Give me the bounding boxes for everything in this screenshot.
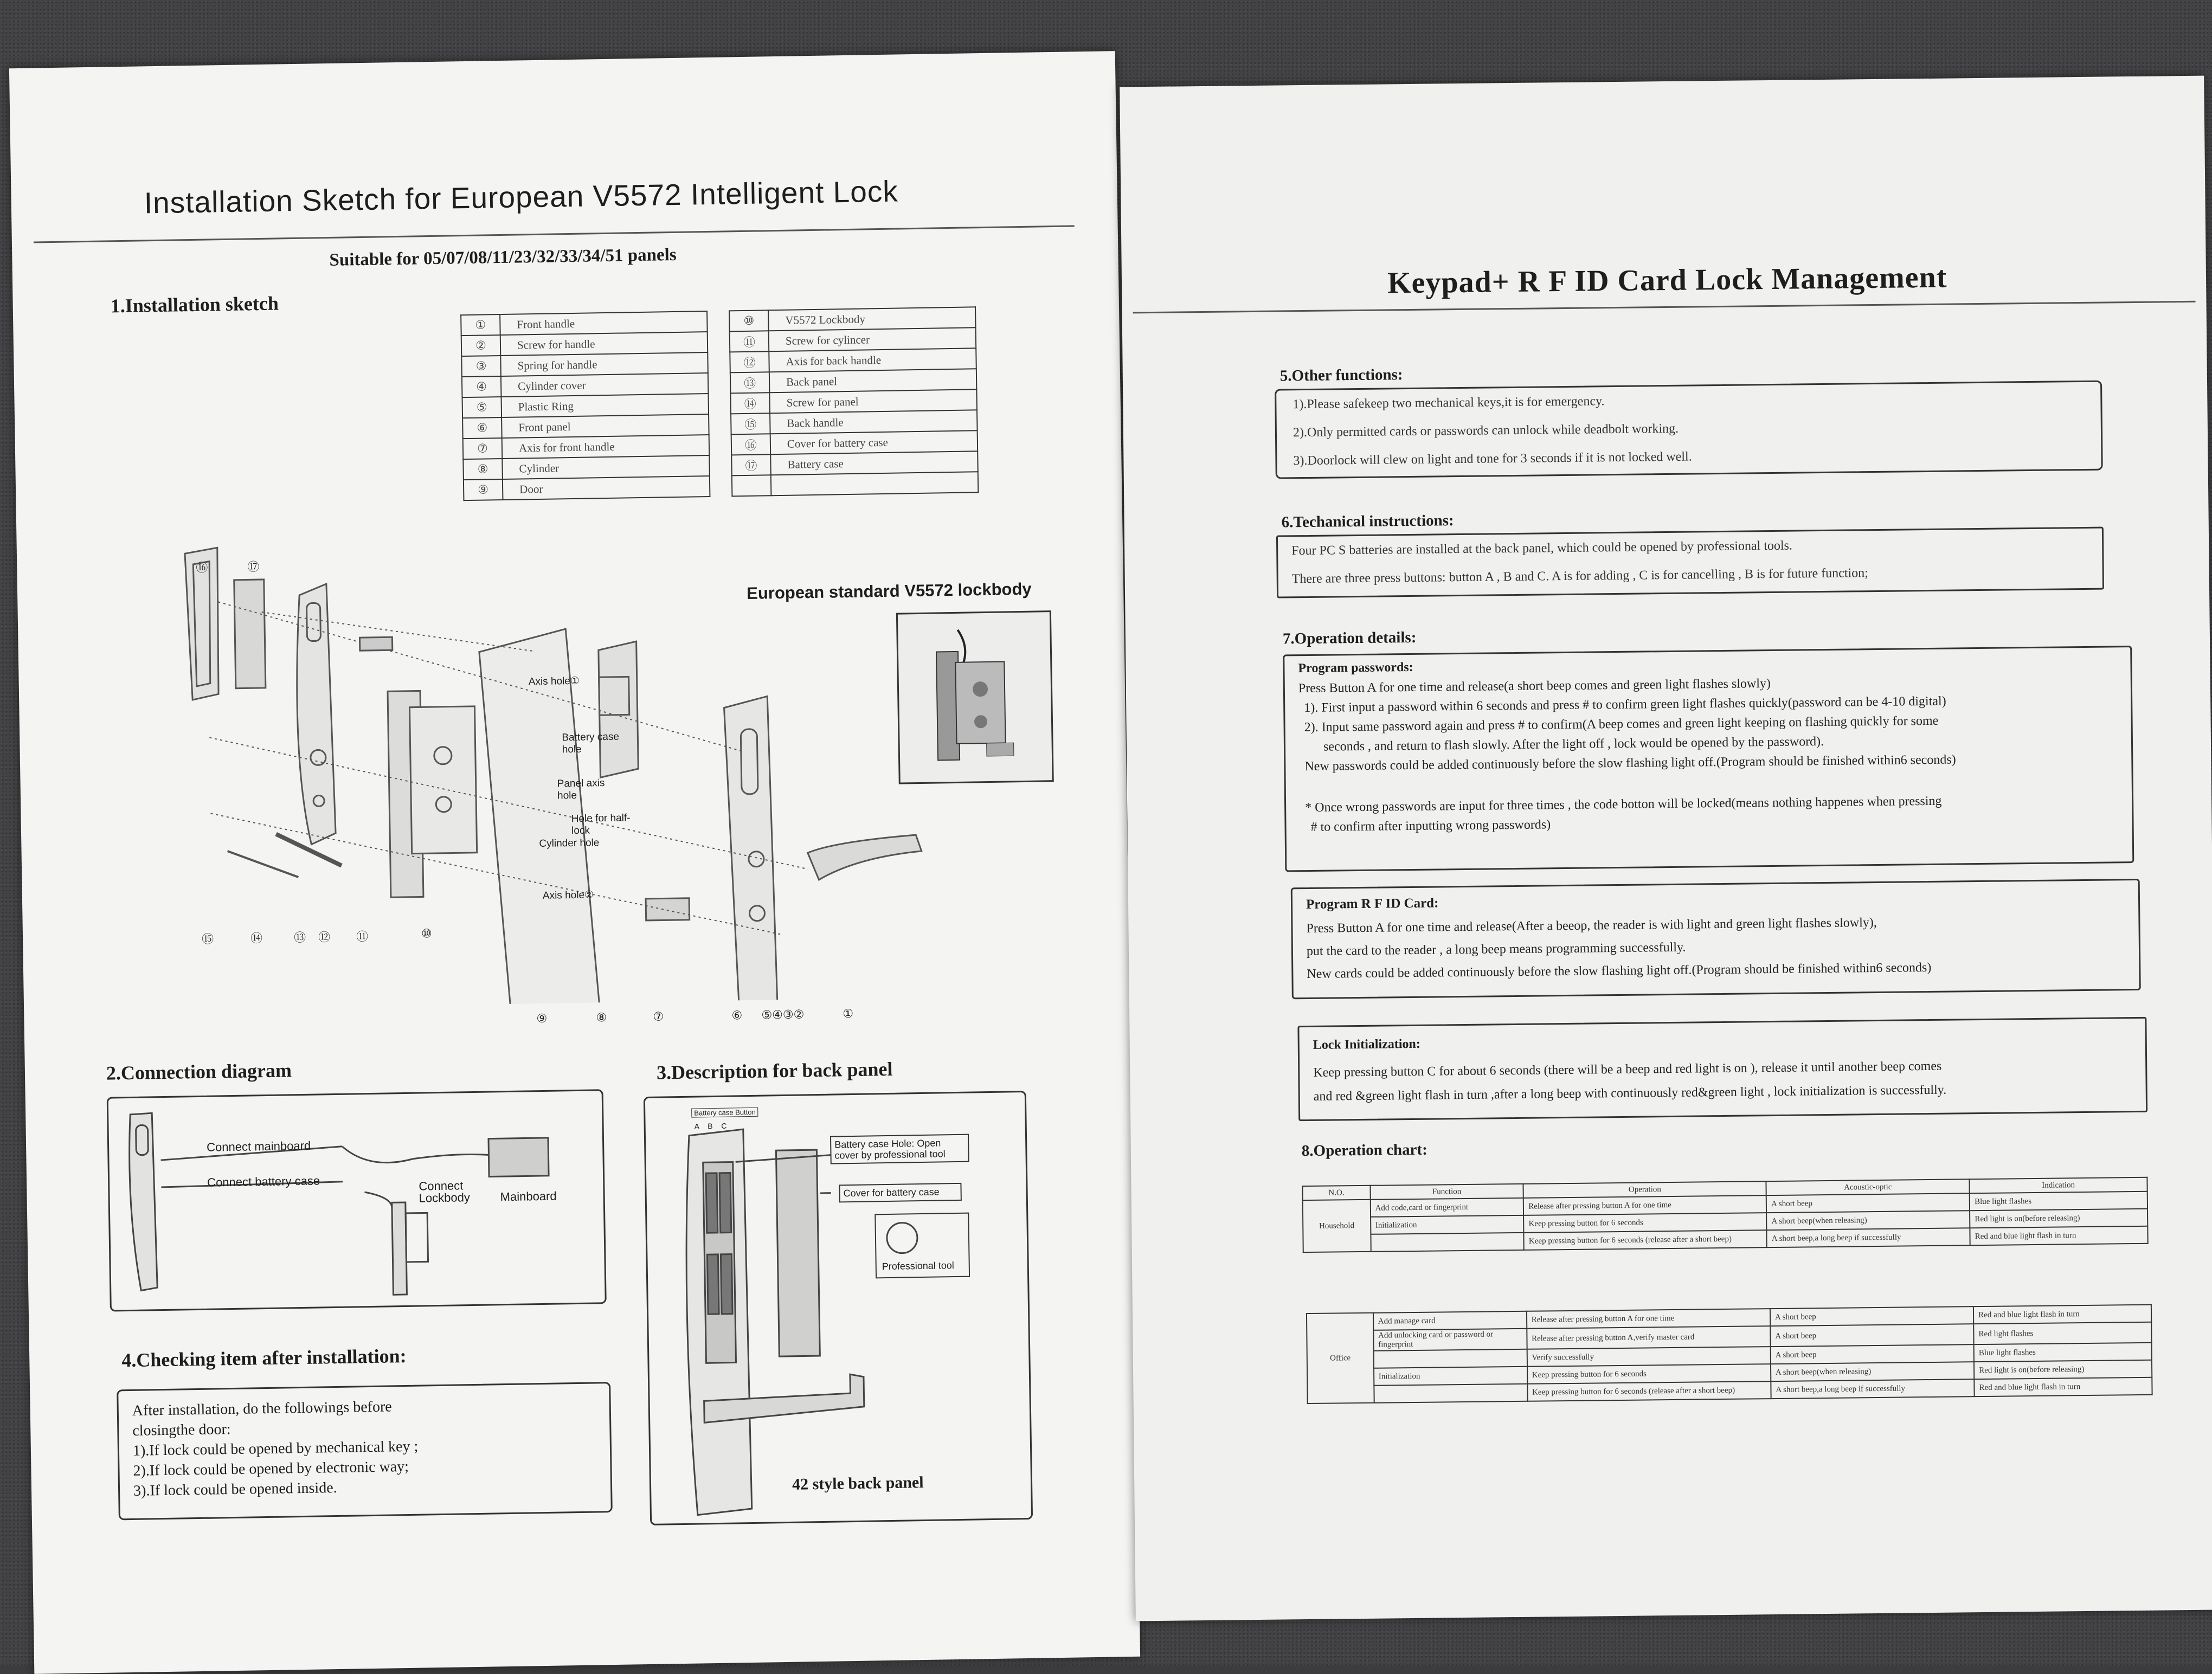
chart-cell: Red light is on(before releasing) [1974, 1360, 2152, 1379]
chart-cell: A short beep [1770, 1306, 1974, 1326]
part-label: Plastic Ring [501, 394, 709, 417]
program-passwords-title: Program passwords: [1298, 660, 1413, 676]
section-connection-diagram: 2.Connection diagram [106, 1059, 292, 1084]
checking-list [132, 1396, 419, 1501]
label-half-lock-hole: Hole for half-lock [571, 812, 632, 837]
technical-list [1291, 531, 1868, 593]
chart-header-cell: Acoustic-optic [1766, 1179, 1970, 1195]
part-label: Battery case [770, 451, 978, 475]
part-label: Axis for front handle [502, 435, 710, 459]
init-line: Keep pressing button C for about 6 seconds (there will be a beep and red light is on ), release it until another beep comes [1313, 1054, 1946, 1085]
chart-cell: Keep pressing button for 6 seconds [1527, 1364, 1771, 1384]
part-number: ⑮ [731, 413, 770, 434]
program-card-title: Program R F ID Card: [1306, 896, 1439, 912]
chart-cell: A short beep [1766, 1193, 1970, 1213]
part-label: Cylinder cover [501, 373, 709, 397]
chart-cell: A short beep(when releasing) [1766, 1211, 1970, 1230]
chart-cell [1374, 1384, 1527, 1403]
chart-group-label: Office [1307, 1313, 1374, 1403]
other-functions-list [1293, 387, 1692, 475]
label-axis-hole-1: Axis hole① [529, 675, 580, 688]
pw-line: 2). Input same password again and press # to confirm(A beep comes and green light keeping on flashing quickly for some [1298, 711, 1956, 737]
label-connect-mainboard: Connect mainboard [207, 1139, 311, 1155]
initialization-title: Lock Initialization: [1313, 1037, 1420, 1053]
callout-7: ⑦ [653, 1009, 664, 1023]
chart-cell: Keep pressing button for 6 seconds (release after a short beep) [1524, 1230, 1767, 1250]
label-cover-battery: Cover for battery case [839, 1183, 961, 1203]
callout-14: ⑭ [250, 929, 262, 946]
part-label: Screw for cylincer [769, 327, 976, 351]
chart-cell: Keep pressing button for 6 seconds (release after a short beep) [1527, 1381, 1771, 1401]
part-label: Screw for handle [500, 332, 708, 356]
callout-1: ① [843, 1007, 853, 1021]
chart-cell: Release after pressing button A for one time [1523, 1195, 1766, 1215]
chart-cell: A short beep,a long beep if successfully [1767, 1228, 1970, 1247]
chart-cell: Red light is on(before releasing) [1970, 1209, 2147, 1228]
part-row [464, 476, 710, 500]
part-number: ⑪ [730, 331, 769, 352]
chart-cell [1371, 1233, 1524, 1252]
label-professional-tool: Professional tool [882, 1260, 954, 1272]
part-number: ⑧ [463, 459, 503, 480]
part-number: ⑭ [730, 392, 770, 414]
sheet-title: Installation Sketch for European V5572 Intelligent Lock [144, 173, 898, 220]
tech-line: There are three press buttons: button A , B and C. A is for adding , C is for cancelling , B is for future function; [1291, 559, 1868, 593]
check-line: After installation, do the followings before [132, 1396, 417, 1421]
label-battery-button: Battery case Button [691, 1108, 758, 1118]
callout-10: ⑩ [421, 926, 432, 941]
chart-cell: A short beep [1770, 1324, 1974, 1347]
program-passwords-box [1283, 646, 2134, 872]
lockbody-photo [896, 610, 1054, 784]
chart-header-cell: Function [1370, 1184, 1523, 1200]
chart-cell: Add code,card or fingerprint [1370, 1198, 1523, 1217]
chart-cell: Verify successfully [1527, 1347, 1771, 1367]
pw-line: # to confirm after inputting wrong passwords) [1300, 810, 1957, 837]
initialization-list [1313, 1054, 1946, 1109]
card-line: New cards could be added continuously before the slow flashing light off.(Program should be finished within6 seconds) [1307, 956, 1931, 986]
part-label [771, 472, 979, 495]
lockbody-caption: European standard V5572 lockbody [747, 580, 1032, 603]
part-number: ⑥ [462, 417, 502, 439]
chart-cell: Red and blue light flash in turn [1973, 1305, 2151, 1324]
other-functions-box [1275, 381, 2103, 479]
label-cylinder-hole: Cylinder hole [539, 837, 599, 850]
label-abc-buttons: A B C [695, 1122, 730, 1131]
part-row [732, 472, 979, 496]
callout-11: ⑪ [356, 928, 368, 944]
part-number: ⑨ [464, 479, 503, 500]
chart-cell: Red light flashes [1973, 1322, 2151, 1344]
part-label: Cylinder [502, 455, 710, 479]
initialization-box [1297, 1017, 2147, 1121]
chart-cell: Blue light flashes [1974, 1343, 2152, 1362]
chart-cell: Red and blue light flash in turn [1974, 1377, 2152, 1396]
part-label: Door [503, 476, 710, 500]
program-card-list [1306, 911, 1931, 986]
chart-cell: Keep pressing button for 6 seconds [1523, 1213, 1766, 1233]
callout-13: ⑬ [294, 929, 306, 945]
callout-12: ⑫ [318, 928, 330, 945]
chart-cell: Release after pressing button A for one time [1526, 1309, 1770, 1329]
part-label: Spring for handle [500, 352, 708, 376]
part-number: ④ [462, 376, 501, 397]
part-label: Screw for panel [769, 389, 977, 413]
technical-box [1276, 527, 2104, 598]
label-mainboard: Mainboard [500, 1189, 556, 1205]
part-label: Front handle [500, 311, 708, 335]
chart-cell: Initialization [1371, 1215, 1524, 1234]
tech-line: Four PC S batteries are installed at the back panel, which could be opened by professional tools. [1291, 531, 1868, 565]
chart-cell [1373, 1349, 1527, 1368]
part-label: V5572 Lockbody [768, 307, 976, 331]
pw-line: 1). First input a password within 6 seconds and press # to confirm green light flashes quickly(password can be 4-10 digital) [1298, 691, 1956, 718]
check-line: 3).If lock could be opened inside. [133, 1477, 419, 1501]
program-card-box [1291, 879, 2141, 999]
check-line: 2).If lock could be opened by electronic way; [133, 1457, 419, 1481]
parts-table-left [460, 311, 710, 501]
sheet-title: Keypad+ R F ID Card Lock Management [1387, 260, 1947, 301]
label-panel-axis-hole: Panel axis hole [557, 777, 623, 802]
label-connect-battery: Connect battery case [207, 1174, 320, 1189]
label-connect-lockbody: Connect Lockbody [419, 1180, 479, 1205]
chart-group-label: Household [1303, 1200, 1371, 1252]
part-label: Cover for battery case [770, 430, 978, 454]
part-label: Back panel [769, 369, 977, 392]
callout-15: ⑮ [202, 930, 214, 947]
other-line: 3).Doorlock will clew on light and tone for 3 seconds if it is not locked well. [1293, 443, 1692, 475]
lock-management-sheet [1120, 76, 2212, 1621]
callout-6: ⑥ [731, 1008, 742, 1022]
part-label: Front panel [501, 414, 709, 438]
chart-header-cell: Operation [1523, 1181, 1766, 1198]
checking-box [117, 1382, 613, 1520]
chart-cell: Add manage card [1373, 1311, 1527, 1330]
part-number: ⑯ [731, 434, 771, 455]
part-number: ⑩ [729, 310, 769, 331]
chart-cell: Initialization [1374, 1367, 1527, 1386]
program-passwords-list [1298, 672, 1957, 837]
installation-sheet [9, 51, 1140, 1674]
chart-cell: A short beep [1770, 1344, 1974, 1364]
card-line: put the card to the reader , a long beep means programming successfully. [1307, 933, 1931, 963]
label-battery-hole: Battery case hole [562, 731, 627, 756]
init-line: and red &green light flash in turn ,after a long beep with continuously red&green light , lock initialization is successfully. [1314, 1078, 1947, 1109]
connection-diagram-box [107, 1089, 607, 1311]
part-number: ① [461, 314, 500, 336]
chart-cell: Blue light flashes [1970, 1192, 2147, 1211]
callout-17: ⑰ [247, 558, 259, 575]
chart-header-cell: Indication [1970, 1177, 2147, 1193]
chart-household-table [1302, 1177, 2148, 1253]
part-label: Axis for back handle [769, 348, 976, 372]
chart-cell: A short beep(when releasing) [1771, 1362, 1975, 1381]
pw-line: seconds , and return to flash slowly. After the light off , lock would be opened by the password). [1299, 730, 1956, 757]
title-rule [1133, 301, 2196, 314]
callout-9: ⑨ [536, 1012, 547, 1026]
section-checking: 4.Checking item after installation: [121, 1344, 407, 1372]
callout-16: ⑯ [196, 559, 208, 576]
other-line: 1).Please safekeep two mechanical keys,it is for emergency. [1293, 387, 1692, 419]
chart-cell: Release after pressing button A,verify master card [1527, 1326, 1771, 1349]
part-number: ⑬ [730, 372, 770, 393]
section-technical: 6.Techanical instructions: [1281, 512, 1454, 531]
pw-line: * Once wrong passwords are input for three times , the code botton will be locked(means nothing happenes when pressing [1300, 791, 1957, 817]
label-battery-case-hole: Battery case Hole: Open cover by professional tool [830, 1134, 969, 1164]
chart-cell: Add unlocking card or password or fingerprint [1373, 1329, 1527, 1351]
check-line: 1).If lock could be opened by mechanical key ; [133, 1437, 419, 1461]
callout-8: ⑧ [596, 1010, 607, 1025]
back-panel-box [644, 1091, 1033, 1525]
chart-cell: A short beep,a long beep if successfully [1771, 1379, 1975, 1399]
label-axis-hole-2: Axis hole② [543, 888, 594, 902]
pw-line: Press Button A for one time and release(a short beep comes and green light flashes slowly) [1298, 672, 1956, 698]
professional-tool-box [874, 1213, 970, 1279]
section-operation-chart: 8.Operation chart: [1302, 1141, 1427, 1160]
card-line: Press Button A for one time and release(After a beeop, the reader is with light and green light flashes slowly), [1306, 911, 1931, 940]
check-line: closingthe door: [132, 1417, 418, 1441]
callout-5-4-3-2: ⑤④③② [761, 1007, 804, 1022]
chart-header-cell: N.O. [1302, 1186, 1370, 1200]
section-back-panel: 3.Description for back panel [657, 1058, 893, 1084]
title-rule [34, 225, 1075, 243]
sheet-subtitle: Suitable for 05/07/08/11/23/32/33/34/51 panels [329, 245, 677, 271]
part-number: ⑦ [463, 438, 503, 459]
section-operation-details: 7.Operation details: [1283, 629, 1417, 648]
chart-cell: Red and blue light flash in turn [1970, 1226, 2148, 1245]
section-installation-sketch: 1.Installation sketch [110, 292, 279, 317]
back-panel-caption: 42 style back panel [792, 1473, 924, 1494]
section-other-functions: 5.Other functions: [1280, 366, 1403, 385]
part-label: Back handle [770, 410, 978, 434]
part-number: ⑰ [731, 454, 771, 475]
part-number: ⑤ [462, 397, 501, 418]
other-line: 2).Only permitted cards or passwords can unlock while deadbolt working. [1293, 415, 1692, 447]
part-number [732, 475, 771, 496]
part-number: ③ [461, 356, 501, 377]
pw-line: New passwords could be added continuously before the slow flashing light off.(Program should be finished within6 seconds) [1299, 750, 1956, 776]
parts-table-right [729, 306, 979, 497]
chart-office-table [1306, 1304, 2153, 1404]
part-number: ⑫ [730, 351, 769, 372]
part-number: ② [461, 335, 501, 356]
